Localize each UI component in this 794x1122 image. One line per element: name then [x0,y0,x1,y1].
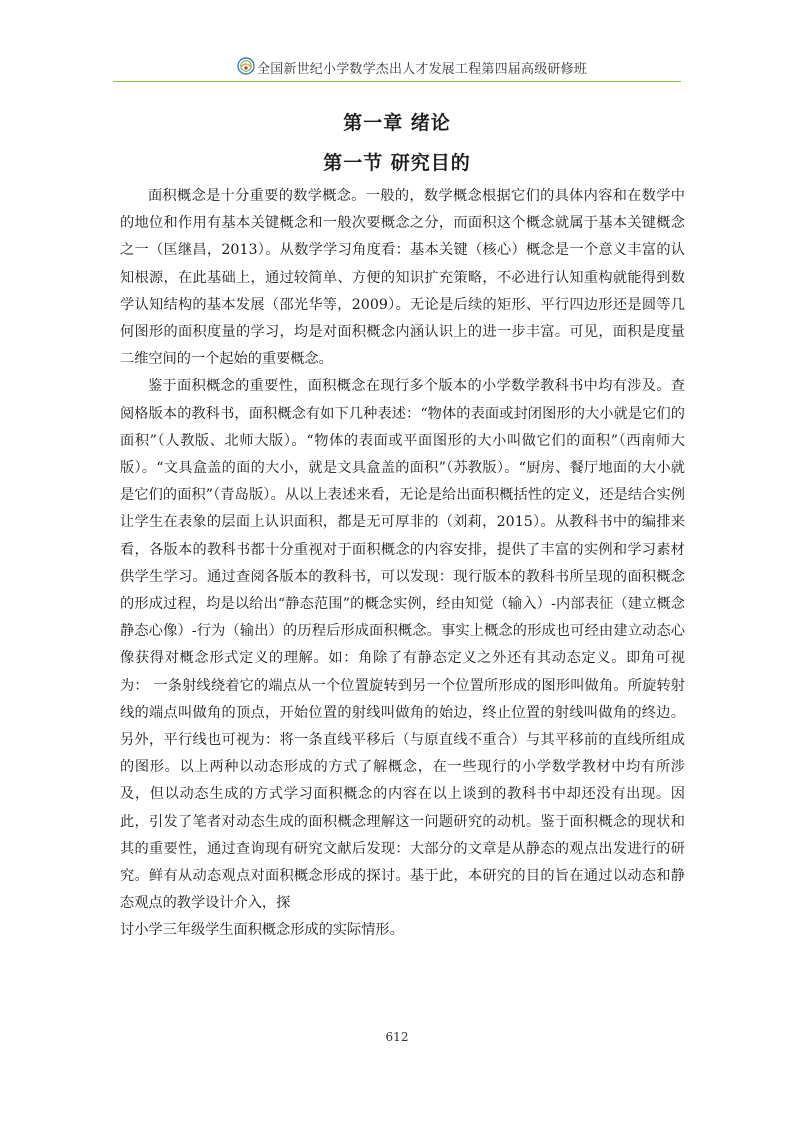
paragraph-3: 讨小学三年级学生面积概念形成的实际情形。 [120,922,404,939]
paragraph-1: 面积概念是十分重要的数学概念。一般的，数学概念根据它们的具体内容和在数学中的地位和作用有基本关键概念和一般次要概念之分，而面积这个概念就属于基本关键概念之一（匡继昌，2013）。从数学学习角度看：基本关键（核心）概念是一个意义丰富的认知根源，在此基础上，通过较简单、方便的知识扩充策略，不必进行认知重构就能得到数学认知结构的基本发展（邵光华等，2009）。无论是后续的矩形、平行四边形还是圆等几何图形的面积度量的学习，均是对面积概念内涵认识上的进一步丰富。可见，面积是度量二维空间的一个起始的重要概念。 [120,188,685,368]
school-emblem-icon [237,57,255,75]
page-number: 612 [385,1030,409,1044]
body-text [120,183,685,945]
header-rule [113,81,681,82]
paragraph-2: 鉴于面积概念的重要性，面积概念在现行多个版本的小学数学教科书中均有涉及。查阅格版本的教科书，面积概念有如下几种表述：“物体的表面或封闭图形的大小就是它们的面积”（人教版、北师大版）。“物体的表面或平面图形的大小叫做它们的面积”（西南师大版）。“文具盒盖的面的大小，就是文具盒盖的面积”（苏教版）。“厨房、餐厅地面的大小就是它们的面积”（青岛版）。从以上表述来看，无论是给出面积概括性的定义，还是结合实例让学生在表象的层面上认识面积，都是无可厚非的（刘莉，2015）。从教科书中的编排来看，各版本的教科书都十分重视对于面积概念的内容安排，提供了丰富的实例和学习素材供学生学习。通过查阅各版本的教科书，可以发现：现行版本的教科书所呈现的面积概念的形成过程，均是以给出“静态范围”的概念实例，经由知觉（输入）-内部表征（建立概念静态心像）-行为（输出）的历程后形成面积概念。事实上概念的形成也可经由建立动态心像获得对概念形式定义的理解。如：角除了有静态定义之外还有其动态定义。即角可视为： 一条射线绕着它的端点从一个位置旋转到另一个位置所形成的图形叫做角。所旋转射线的端点叫做角的顶点，开始位置的射线叫做角的始边，终止位置的射线叫做角的终边。另外，平行线也可视为：将一条直线平移后（与原直线不重合）与其平移前的直线所组成的图形。以上两种以动态形成的方式了解概念，在一些现行的小学数学教材中均有所涉及，但以动态生成的方式学习面积概念的内容在以上谈到的教科书中却还没有出现。因此，引发了笔者对动态生成的面积概念理解这一问题研究的动机。鉴于面积概念的现状和其的重要性，通过查询现有研究文献后发现：大部分的文章是从静态的观点出发进行的研究。鲜有从动态观点对面积概念形成的探讨。基于此，本研究的目的旨在通过以动态和静态观点的教学设计介入，探 [120,378,685,912]
page-header [113,56,681,82]
header-title: 全国新世纪小学数学杰出人才发展工程第四届高级研修班 [257,62,588,77]
section-title: 第一节 研究目的 [323,152,471,174]
chapter-title: 第一章 绪论 [343,112,451,134]
